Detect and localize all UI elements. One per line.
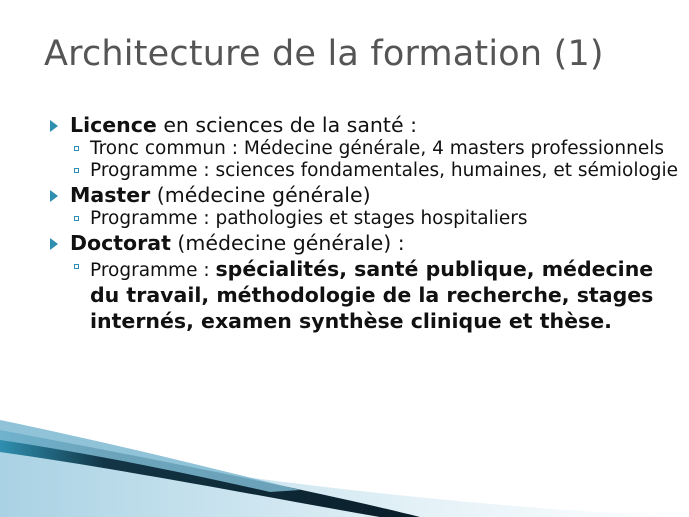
decorative-swoosh xyxy=(0,400,689,517)
bullet-licence-text: en sciences de la santé : xyxy=(156,113,417,137)
bullet-licence-term: Licence xyxy=(70,113,157,137)
bullet-doctorat xyxy=(50,230,680,256)
bullet-master-text: (médecine générale) xyxy=(150,183,371,207)
sub-bullet-programme-licence xyxy=(50,160,680,182)
triangle-right-icon xyxy=(50,190,58,202)
sub-bullet-emphasis: spécialités, santé publique, médecine du travail, méthodologie de la recherche, stages internés, examen synthèse clinique et thèse. xyxy=(90,257,654,333)
bullet-master xyxy=(50,182,680,208)
hollow-square-icon xyxy=(74,264,79,269)
triangle-right-icon xyxy=(50,238,58,250)
sub-bullet-programme-doctorat xyxy=(50,256,680,334)
sub-bullet-prefix: Programme : xyxy=(90,260,216,281)
bullet-master-term: Master xyxy=(70,183,151,207)
bullet-doctorat-text: (médecine générale) : xyxy=(170,231,405,255)
slide-content xyxy=(50,112,680,334)
triangle-right-icon xyxy=(50,120,58,132)
hollow-square-icon xyxy=(74,146,79,151)
sub-bullet-programme-master xyxy=(50,208,680,230)
hollow-square-icon xyxy=(74,216,79,221)
sub-bullet-text: Programme : sciences fondamentales, humaines, et sémiologie xyxy=(90,160,679,181)
slide-title: Architecture de la formation (1) xyxy=(44,34,604,74)
sub-bullet-tronc-commun xyxy=(50,138,680,160)
hollow-square-icon xyxy=(74,168,79,173)
sub-bullet-text: Programme : pathologies et stages hospitaliers xyxy=(90,208,528,229)
bullet-licence xyxy=(50,112,680,138)
bullet-doctorat-term: Doctorat xyxy=(70,231,171,255)
sub-bullet-text: Tronc commun : Médecine générale, 4 masters professionnels xyxy=(90,138,664,159)
